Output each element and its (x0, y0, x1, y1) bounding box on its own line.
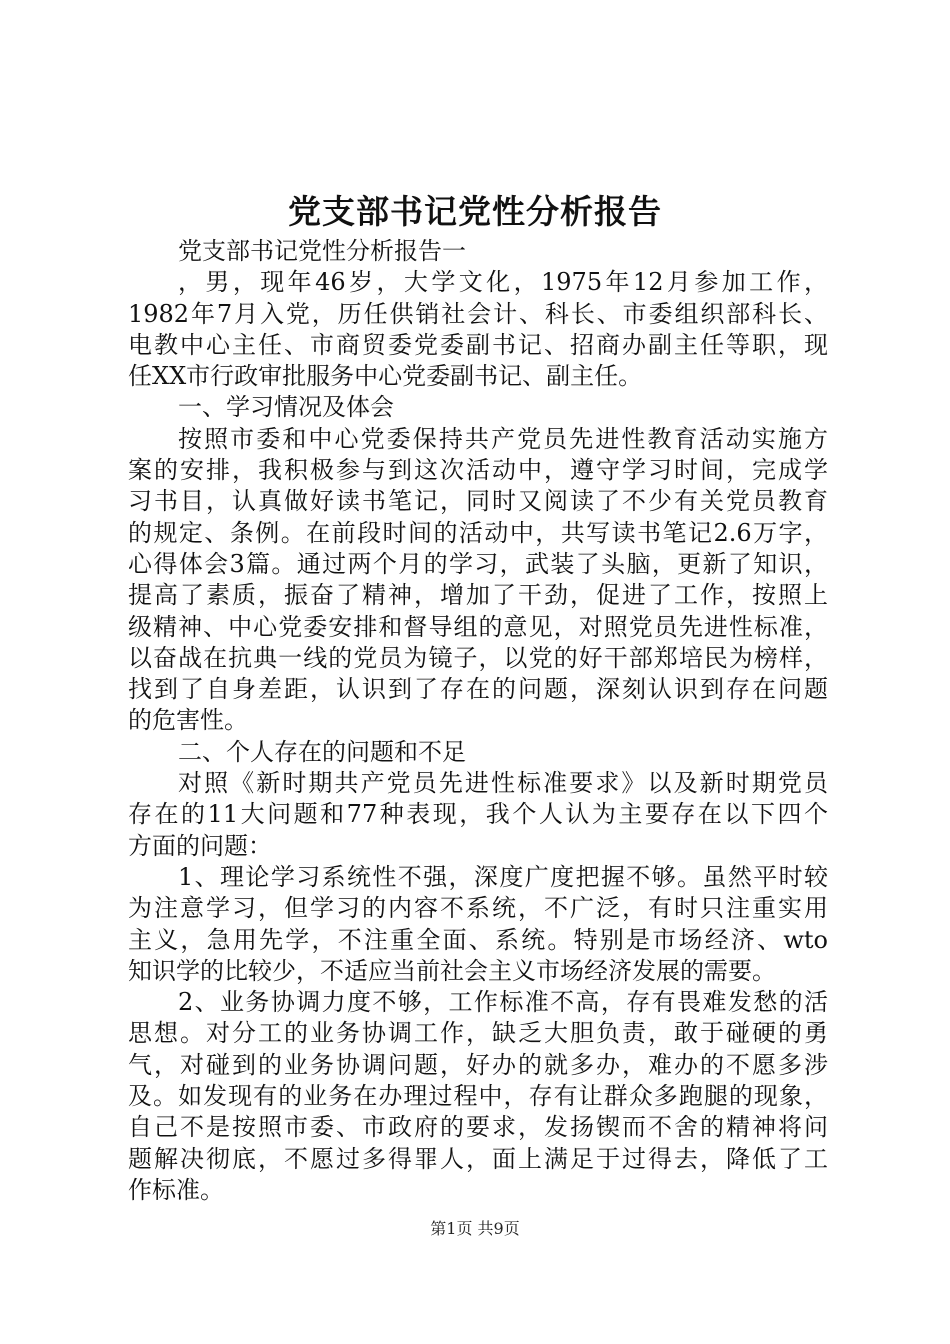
body-line: 题解决彻底，不愿过多得罪人，面上满足于过得去，降低了工 (128, 1144, 828, 1173)
body-line: 一、学习情况及体会 (178, 393, 394, 422)
body-line: 提高了素质，振奋了精神，增加了干劲，促进了工作，按照上 (128, 581, 828, 610)
body-line: 及。如发现有的业务在办理过程中，存有让群众多跑腿的现象， (128, 1082, 828, 1111)
body-line: 案的安排，我积极参与到这次活动中，遵守学习时间，完成学 (128, 456, 828, 485)
body-line: 气，对碰到的业务协调问题，好办的就多办，难办的不愿多涉 (128, 1050, 828, 1079)
body-line: 二、个人存在的问题和不足 (178, 737, 466, 766)
body-line: 按照市委和中心党委保持共产党员先进性教育活动实施方 (178, 424, 828, 453)
body-line: 主义，急用先学，不注重全面、系统。特别是市场经济、wto (128, 925, 828, 954)
body-line: 习书目，认真做好读书笔记，同时又阅读了不少有关党员教育 (128, 487, 828, 516)
body-line: 作标准。 (128, 1175, 224, 1204)
body-line: ，男，现年46岁，大学文化，1975年12月参加工作， (178, 268, 828, 297)
body-line: 任XX市行政审批服务中心党委副书记、副主任。 (128, 362, 643, 391)
body-line: 为注意学习，但学习的内容不系统，不广泛，有时只注重实用 (128, 894, 828, 923)
body-line: 知识学的比较少，不适应当前社会主义市场经济发展的需要。 (128, 956, 776, 985)
body-line: 电教中心主任、市商贸委党委副书记、招商办副主任等职，现 (128, 330, 828, 359)
body-line: 方面的问题： (128, 831, 272, 860)
body-line: 找到了自身差距，认识到了存在的问题，深刻认识到存在问题 (128, 675, 828, 704)
body-line: 存在的11大问题和77种表现，我个人认为主要存在以下四个 (128, 800, 828, 829)
body-line: 思想。对分工的业务协调工作，缺乏大胆负责，敢于碰硬的勇 (128, 1019, 828, 1048)
body-line: 1、理论学习系统性不强，深度广度把握不够。虽然平时较 (178, 862, 828, 891)
body-line: 2、业务协调力度不够，工作标准不高，存有畏难发愁的活 (178, 988, 828, 1017)
body-line: 1982年7月入党，历任供销社会计、科长、市委组织部科长、 (128, 299, 828, 328)
body-line: 级精神、中心党委安排和督导组的意见，对照党员先进性标准， (128, 612, 828, 641)
body-line: 自己不是按照市委、市政府的要求，发扬锲而不舍的精神将问 (128, 1113, 828, 1142)
body-line: 的危害性。 (128, 706, 248, 735)
body-line: 以奋战在抗典一线的党员为镜子，以党的好干部郑培民为榜样， (128, 643, 828, 672)
body-line: 对照《新时期共产党员先进性标准要求》以及新时期党员 (178, 769, 828, 798)
body-line: 心得体会3篇。通过两个月的学习，武装了头脑，更新了知识， (128, 549, 828, 578)
page-number-footer: 第1页 共9页 (430, 1219, 520, 1238)
document-body (128, 236, 828, 1206)
document-title: 党支部书记党性分析报告 (288, 192, 662, 231)
body-line: 的规定、条例。在前段时间的活动中，共写读书笔记2.6万字， (128, 518, 828, 547)
body-line: 党支部书记党性分析报告一 (178, 237, 466, 265)
